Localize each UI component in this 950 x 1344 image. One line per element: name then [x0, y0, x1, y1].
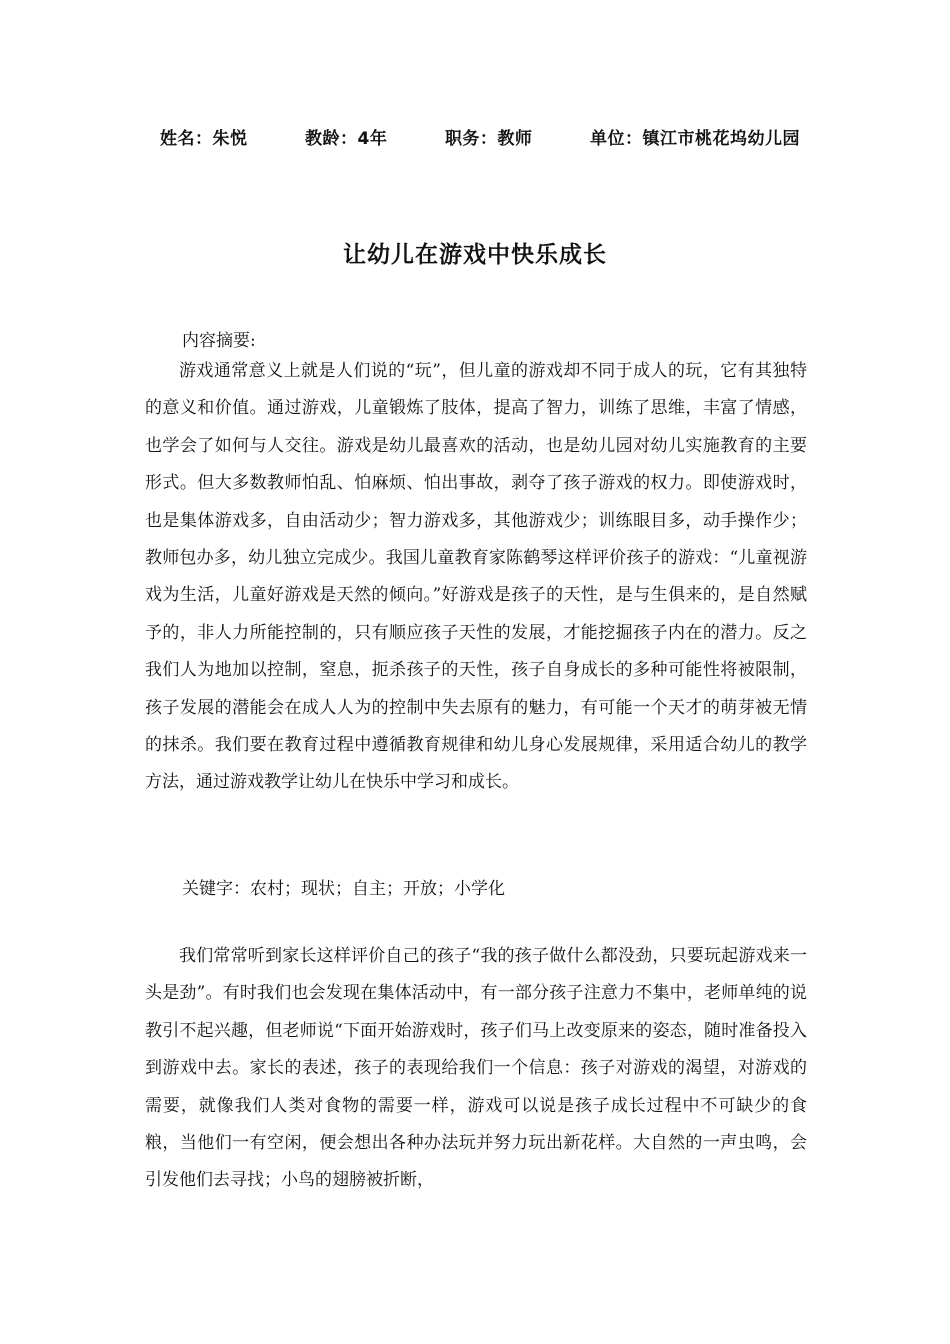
author-info-line — [160, 124, 800, 149]
author-unit: 单位：镇江市桃花坞幼儿园 — [589, 129, 800, 149]
abstract-label: 内容摘要: — [182, 331, 256, 351]
body-paragraph: 我们常常听到家长这样评价自己的孩子“我的孩子做什么都没劲，只要玩起游戏来一头是劲”。有时我们也会发现在集体活动中，有一部分孩子注意力不集中，老师单纯的说教引不起兴趣，但老师说“下面开始游戏时，孩子们马上改变原来的姿态，随时准备投入到游戏中去。家长的表述，孩子的表现给我们一个信息：孩子对游戏的渴望，对游戏的需要，就像我们人类对食物的需要一样，游戏可以说是孩子成长过程中不可缺少的食粮，当他们一有空闲，便会想出各种办法玩并努力玩出新花样。大自然的一声虫鸣，会引发他们去寻找；小鸟的翅膀被折断， — [145, 946, 807, 1191]
author-name: 姓名：朱悦 — [160, 129, 248, 149]
keywords-line: 关键字：农村；现状；自主；开放；小学化 — [182, 879, 505, 899]
abstract-text: 游戏通常意义上就是人们说的“玩”，但儿童的游戏却不同于成人的玩，它有其独特的意义和价值。通过游戏，儿童锻炼了肢体，提高了智力，训练了思维，丰富了情感，也学会了如何与人交往。游戏是幼儿最喜欢的活动，也是幼儿园对幼儿实施教育的主要形式。但大多数教师怕乱、怕麻烦、怕出事故，剥夺了孩子游戏的权力。即使游戏时，也是集体游戏多，自由活动少；智力游戏多，其他游戏少；训练眼目多，动手操作少；教师包办多，幼儿独立完成少。我国儿童教育家陈鹤琴这样评价孩子的游戏：“儿童视游戏为生活，儿童好游戏是天然的倾向。”好游戏是孩子的天性，是与生俱来的，是自然赋予的，非人力所能控制的，只有顺应孩子天性的发展，才能挖掘孩子内在的潜力。反之我们人为地加以控制，窒息，扼杀孩子的天性，孩子自身成长的多种可能性将被限制，孩子发展的潜能会在成人人为的控制中失去原有的魅力，有可能一个天才的萌芽被无情的抹杀。我们要在教育过程中遵循教育规律和幼儿身心发展规律，采用适合幼儿的教学方法，通过游戏教学让幼儿在快乐中学习和成长。 — [145, 361, 807, 793]
author-teaching-years: 教龄：4年 — [305, 129, 388, 149]
document-title: 让幼儿在游戏中快乐成长 — [343, 242, 607, 268]
author-position: 职务：教师 — [444, 129, 533, 149]
